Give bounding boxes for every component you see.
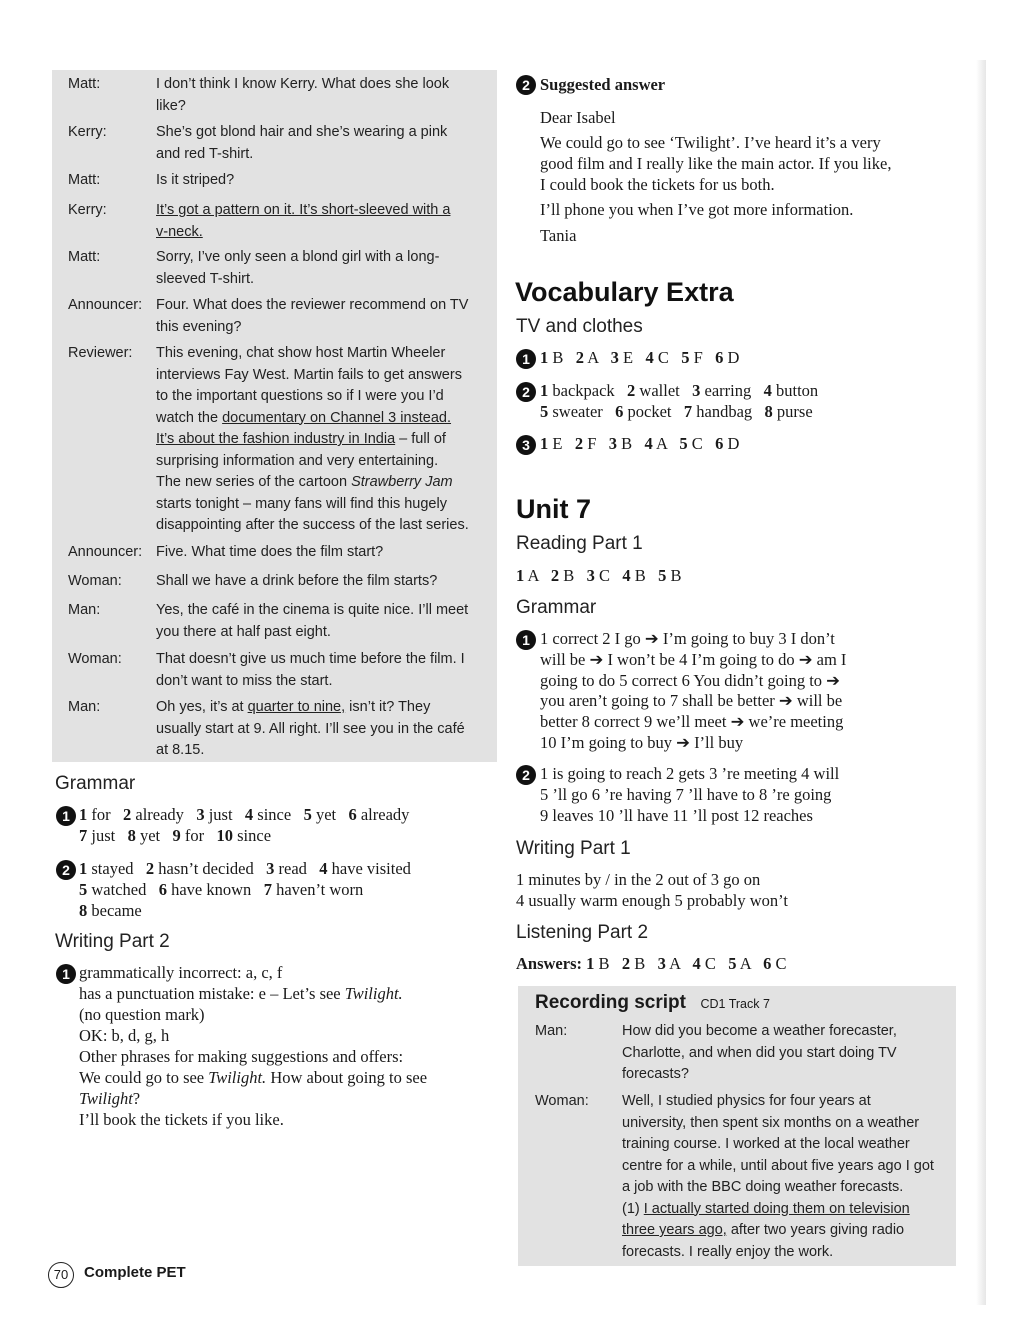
answer-line: 9 leaves 10 ’ll have 11 ’ll post 12 reaches [540,806,813,825]
exercise-number-icon: 2 [56,860,76,880]
transcript-row [622,1091,952,1263]
line: watch the [156,409,223,426]
line: (1) [622,1200,644,1217]
line: Is it striped? [156,172,235,188]
answer-line: 7 just 8 yet 9 for 10 since [79,826,272,845]
line: after two years giving radio [726,1222,905,1238]
answer-line: 1 A 2 B 3 C 4 B 5 B [516,566,682,585]
line: She’s got blond hair and she’s wearing a pink [156,124,448,140]
suggested-heading: Suggested answer [540,75,666,94]
exercise-number-icon: 2 [516,75,536,95]
speaker: Man: [68,602,101,618]
line: interviews Fay West. Martin fails to get answers [156,366,462,383]
line: That doesn’t give us much time before the film. I [156,651,465,667]
underlined-answer: quarter to nine, [247,699,346,715]
line: you there at half past eight. [156,623,331,640]
speaker: Kerry: [68,202,107,218]
line: How did you become a weather forecaster, [622,1023,897,1039]
speaker: Matt: [68,76,101,92]
letter-line: I’ll phone you when I’ve got more information. [540,200,854,219]
line: usually start at 9. All right. I’ll see you in the café [156,720,465,737]
letter-line: I could book the tickets for us both. [540,175,775,194]
line: starts tonight – many fans will find this hugely [156,495,447,512]
underlined-answer: three years ago, [622,1222,727,1238]
answer-line: 1 backpack 2 wallet 3 earring 4 button [540,381,819,400]
line: grammatically incorrect: a, c, f [79,963,283,982]
line: Yes, the café in the cinema is quite nice. I’ll meet [156,602,469,618]
line: Four. What does the reviewer recommend on TV [156,297,469,313]
answer-line: 1 E 2 F 3 B 4 A 5 C 6 D [540,434,740,453]
letter-line: We could go to see ‘Twilight’. I’ve heard it’s a very [540,133,881,152]
line: ? [132,1089,141,1108]
line: training course. I worked at the local weather [622,1136,910,1152]
answer-line: 4 usually warm enough 5 probably won’t [516,891,788,910]
vocabulary-heading: Vocabulary Extra [515,277,734,307]
answer-line: 1 correct 2 I go ➔ I’m going to buy 3 I don’t [540,629,835,648]
line: sleeved T-shirt. [156,270,255,287]
italic-title: Twilight. [344,984,403,1003]
writing-heading: Writing Part 1 [516,838,631,859]
recording-header [535,992,770,1014]
page-edge-shadow [976,60,986,1305]
line: university, then spent six months on a weather [622,1114,920,1131]
line: forecasts? [622,1066,689,1082]
line: isn’t it? They [345,699,431,715]
line: The new series of the cartoon [156,474,352,490]
speaker: Man: [535,1023,568,1039]
speaker: Woman: [68,573,122,589]
answer-line: will be ➔ I won’t be 4 I’m going to do ➔ am I [540,650,847,669]
line: disappointing after the success of the last series. [156,517,469,533]
line: I don’t think I know Kerry. What does she look [156,76,450,92]
underlined-answer: v-neck. [156,223,203,240]
speaker: Matt: [68,249,101,265]
unit-heading: Unit 7 [516,494,592,524]
answer-line: 5 ’ll go 6 ’re having 7 ’ll have to 8 ’re going [540,785,832,804]
answer-line: 1 for 2 already 3 just 4 since 5 yet 6 already [79,805,410,824]
letter-line: Dear Isabel [540,108,616,127]
answer-line: 8 became [79,901,142,920]
writing-heading: Writing Part 2 [55,931,170,952]
line: centre for a while, until about five years ago I got [622,1157,934,1174]
exercise-number-icon: 2 [516,765,536,785]
line: This evening, chat show host Martin Wheeler [156,345,446,361]
speaker: Woman: [68,651,122,667]
italic-title: Twilight. [208,1068,267,1087]
page-number: 70 [48,1262,74,1288]
letter-line: good film and I really like the main actor. If you like, [540,154,892,173]
exercise-number-icon: 1 [516,630,536,650]
answer-line: 1 stayed 2 hasn’t decided 3 read 4 have visited [79,859,411,878]
speaker: Woman: [535,1093,589,1109]
answer-line: better 8 correct 9 we’ll meet ➔ we’re meeting [540,712,844,731]
writing-answers [79,962,499,1130]
recording-script-box [518,986,956,1266]
grammar-heading: Grammar [55,773,136,794]
vocabulary-subheading: TV and clothes [516,316,643,337]
listening-heading: Listening Part 2 [516,922,649,943]
line: I’ll book the tickets if you like. [79,1110,284,1129]
speaker: Announcer: [68,544,143,560]
underlined-answer: It’s about the fashion industry in India [156,431,396,447]
answer-line: 5 sweater 6 pocket 7 handbag 8 purse [540,402,813,421]
answers-label: Answers: [516,954,582,973]
exercise-number-icon: 1 [56,964,76,984]
line: don’t want to miss the start. [156,672,333,689]
line: Sorry, I’ve only seen a blond girl with a long- [156,249,440,265]
line: (no question mark) [79,1005,205,1024]
line: a job with the BBC doing weather forecasts. [622,1179,904,1195]
answer-line: 1 B 2 A 3 E 4 C 5 F 6 D [540,348,740,367]
line: has a punctuation mistake: e – Let’s see [79,984,345,1003]
line: How about going to see [266,1068,428,1087]
speaker: Kerry: [68,124,107,140]
track-label: CD1 Track 7 [700,997,770,1011]
speaker: Reviewer: [68,345,133,361]
answer-line: Answers: 1 B 2 B 3 A 4 C 5 A 6 C [516,954,787,973]
speaker: Man: [68,699,101,715]
exercise-number-icon: 1 [56,806,76,826]
underlined-answer: I actually started doing them on television [643,1200,910,1217]
italic-title: Twilight [79,1089,133,1108]
underlined-answer: documentary on Channel 3 instead. [222,409,452,426]
line: Oh yes, it’s at [156,699,248,715]
underlined-answer: It’s got a pattern on it. It’s short-sleeved with a [156,202,451,218]
letter-line: Tania [540,226,577,245]
line: Five. What time does the film start? [156,544,384,560]
answer-line: 10 I’m going to buy ➔ I’ll buy [540,733,744,752]
line: Shall we have a drink before the film starts? [156,573,438,589]
transcript-row [622,1021,952,1086]
transcript-box [52,70,497,762]
line: We could go to see [79,1068,209,1087]
line: Well, I studied physics for four years at [622,1093,871,1109]
answer-line: 1 minutes by / in the 2 out of 3 go on [516,870,761,889]
exercise-number-icon: 1 [516,349,536,369]
answer-line: going to do 5 correct 6 You didn’t going to ➔ [540,671,840,690]
line: Other phrases for making suggestions and offers: [79,1047,404,1066]
reading-heading: Reading Part 1 [516,533,643,554]
recording-title: Recording script [535,992,686,1013]
exercise-number-icon: 2 [516,382,536,402]
line: like? [156,97,186,114]
line: forecasts. I really enjoy the work. [622,1243,834,1260]
answer-line: 1 is going to reach 2 gets 3 ’re meeting 4 will [540,764,840,783]
answer-line: 5 watched 6 have known 7 haven’t worn [79,880,364,899]
book-title: Complete PET [84,1264,186,1281]
line: this evening? [156,318,242,335]
grammar-heading: Grammar [516,597,597,618]
line: – full of [395,431,446,447]
answer-line: you aren’t going to 7 shall be better ➔ will be [540,691,843,710]
line: and red T-shirt. [156,145,254,162]
speaker: Matt: [68,172,101,188]
line: at 8.15. [156,742,205,758]
line: surprising information and very entertaining. [156,452,439,469]
italic-title: Strawberry Jam [351,474,453,490]
exercise-number-icon: 3 [516,435,536,455]
speaker: Announcer: [68,297,143,313]
line: to the important questions so if I were you I’d [156,388,444,404]
line: OK: b, d, g, h [79,1026,170,1045]
line: Charlotte, and when did you start doing TV [622,1044,897,1061]
